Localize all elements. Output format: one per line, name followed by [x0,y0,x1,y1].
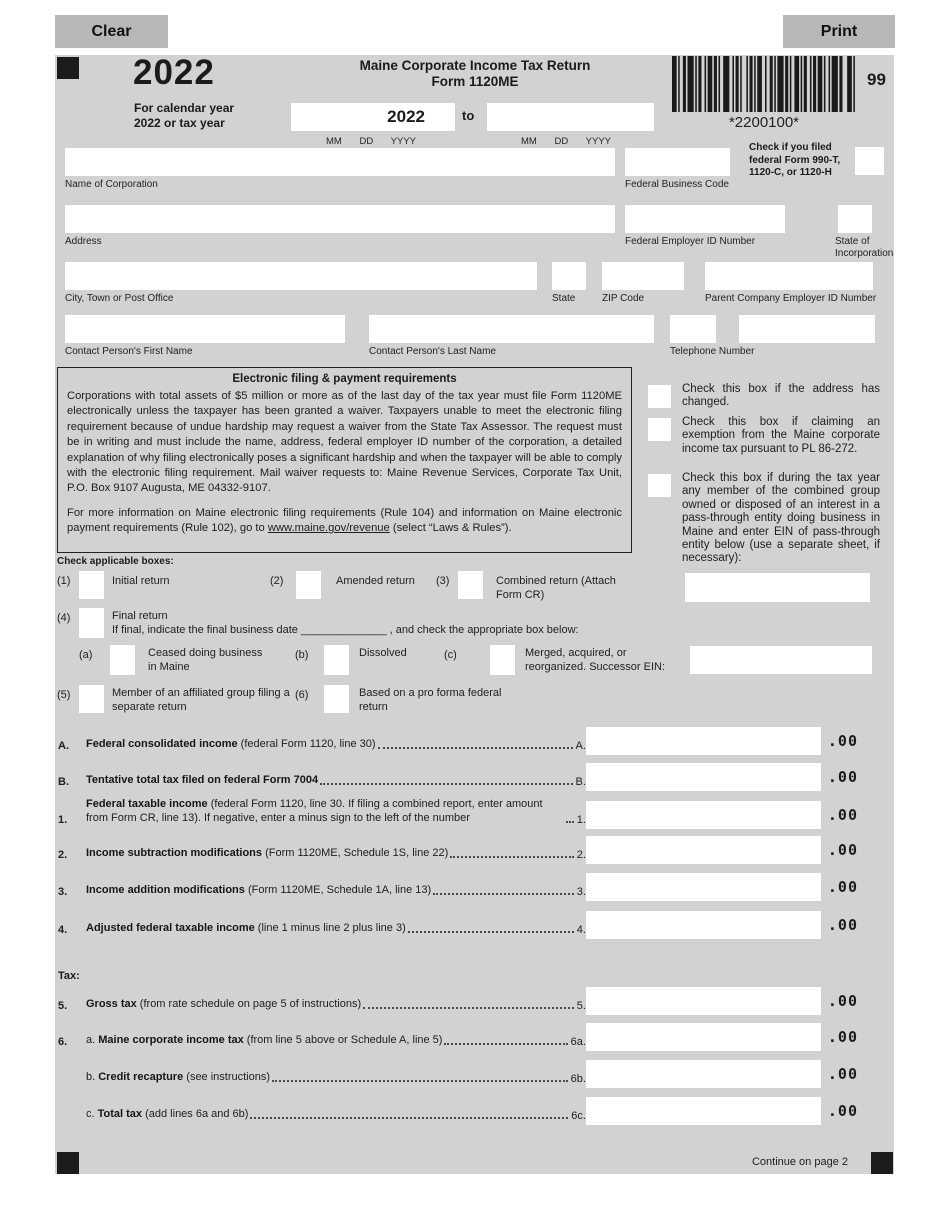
line-number: 5. [58,1000,68,1012]
filed-990t-note: Check if you filed federal Form 990-T, 1120-C, or 1120-H [749,142,841,178]
amount-row-label [58,1023,586,1051]
cents-suffix: .00 [827,732,858,750]
print-button[interactable]: Print [783,15,895,48]
line-number: 2. [58,849,68,861]
line-id: 6c. [571,1110,586,1122]
amount-input[interactable] [586,1060,821,1088]
continue-note: Continue on page 2 [751,1156,848,1168]
combined-return-label: Combined return (Attach Form CR) [496,575,616,601]
fein-label: Federal Employer ID Number [625,236,756,247]
tax-year-end-field[interactable] [487,103,654,131]
item4b-number: (b) [295,649,309,661]
calendar-note-line2: 2022 or tax year [134,116,225,130]
form-year: 2022 [133,53,215,92]
ceased-business-checkbox[interactable] [110,645,135,675]
city-label: City, Town or Post Office [65,293,174,304]
dotted-leader [320,783,572,785]
corporation-name-label: Name of Corporation [65,179,158,190]
pl86-272-exemption-checkbox[interactable] [648,418,671,441]
line-number: 4. [58,924,68,936]
dotted-leader [566,821,574,823]
affiliated-group-checkbox[interactable] [79,685,104,713]
form-page [55,55,894,1174]
line-number: 3. [58,886,68,898]
amount-input[interactable] [586,836,821,864]
federal-business-code-label: Federal Business Code [625,179,729,190]
address-changed-text: Check this box if the address has changed. [682,383,880,409]
item1-number: (1) [57,575,71,587]
applicable-boxes-heading: Check applicable boxes: [57,556,174,567]
initial-return-checkbox[interactable] [79,571,104,599]
line-number: 1. [58,814,68,826]
dissolved-label: Dissolved [359,647,407,659]
amount-row [58,836,858,864]
cents-suffix: .00 [827,878,858,896]
line-id: B. [575,776,586,788]
pro-forma-checkbox[interactable] [324,685,349,713]
line-number: B. [58,776,69,788]
revenue-link[interactable]: www.maine.gov/revenue [267,522,390,535]
calendar-note-line1: For calendar year [134,101,235,115]
parent-ein-label: Parent Company Employer ID Number [705,293,877,304]
cents-suffix: .00 [827,916,858,934]
merged-label: Merged, acquired, or reorganized. Successor EIN: [525,647,666,673]
amount-input[interactable] [586,1023,821,1051]
amount-row [58,1097,858,1125]
pl86-272-exemption-text: Check this box if claiming an exemption from the Maine corporate income tax pursuant to PL 86-272. [682,416,880,455]
zip-label: ZIP Code [602,293,645,304]
phone-area-code-field[interactable] [670,315,716,343]
state-label: State [552,293,576,304]
line-number: 6. [58,1036,68,1048]
line-text: c. Total tax (add lines 6a and 6b) [86,1108,249,1121]
registration-mark-bottom-left [57,1152,79,1174]
amount-row-label [58,836,586,864]
line-text: Federal taxable income (federal Form 1120, line 30. If filing a combined report, enter amount from Form CR, line 13). If negative, enter a minus sign to the left of the number [86,798,543,825]
cents-suffix: .00 [827,806,858,824]
line-number: A. [58,740,69,752]
amount-row-label [58,798,586,829]
state-of-incorporation-field[interactable] [838,205,872,233]
amount-input[interactable] [586,727,821,755]
line-id: 6b. [570,1073,586,1085]
final-return-note: If final, indicate the final business date ______________ , and check the appropriate box below: [112,624,579,636]
item4a-number: (a) [79,649,93,661]
line-text: Income addition modifications (Form 1120ME, Schedule 1A, line 13) [86,884,432,897]
phone-label: Telephone Number [670,346,755,357]
page-code: 99 [867,70,886,89]
tax-section-heading: Tax: [58,970,80,982]
city-field[interactable] [65,262,537,290]
contact-last-name-field[interactable] [369,315,654,343]
corporation-name-field[interactable] [65,148,615,176]
clear-button[interactable]: Clear [55,15,168,48]
amended-return-label: Amended return [336,575,415,587]
contact-first-name-label: Contact Person's First Name [65,346,193,357]
amount-input[interactable] [586,987,821,1015]
cents-suffix: .00 [827,841,858,859]
zip-field[interactable] [602,262,684,290]
state-of-incorporation-label: State of Incorporation [835,236,894,259]
dotted-leader [378,747,573,749]
calendar-year-note [134,101,234,131]
parent-ein-field[interactable] [705,262,873,290]
dotted-leader [444,1043,567,1045]
cents-suffix: .00 [827,1065,858,1083]
line-id: 5. [576,1000,586,1012]
line-id: 4. [576,924,586,936]
cents-suffix: .00 [827,1028,858,1046]
dotted-leader [408,931,574,933]
tax-year-start-value: 2022 [387,107,425,126]
amount-row-label [58,873,586,901]
date-format-end: MM DD YYYY [521,136,612,147]
line-text: Adjusted federal taxable income (line 1 minus line 2 plus line 3) [86,922,406,935]
fein-field[interactable] [625,205,785,233]
efiling-paragraph-2 [67,506,622,537]
form-title-line1: Maine Corporate Income Tax Return [359,58,591,73]
amount-row-label [58,763,586,791]
amended-return-checkbox[interactable] [296,571,321,599]
amount-row-label [58,987,586,1015]
line-text: b. Credit recapture (see instructions) [86,1071,271,1084]
initial-return-label: Initial return [112,575,170,587]
cents-suffix: .00 [827,768,858,786]
line-text: Gross tax (from rate schedule on page 5 of instructions) [86,998,362,1011]
amount-row [58,911,858,939]
address-field[interactable] [65,205,615,233]
successor-ein-field[interactable] [690,646,872,674]
amount-row-label [58,1097,586,1125]
state-field[interactable] [552,262,586,290]
contact-last-name-label: Contact Person's Last Name [369,346,496,357]
cents-suffix: .00 [827,1102,858,1120]
line-id: 3. [576,886,586,898]
amount-input[interactable] [586,873,821,901]
pass-through-ein-field[interactable] [685,573,870,602]
item5-number: (5) [57,689,71,701]
cents-suffix: .00 [827,992,858,1010]
item2-number: (2) [270,575,284,587]
line-text: Income subtraction modifications (Form 1120ME, Schedule 1S, line 22) [86,847,449,860]
item4-number: (4) [57,612,71,624]
amount-row [58,727,858,755]
ceased-business-label: Ceased doing business in Maine [148,647,263,673]
phone-number-field[interactable] [739,315,875,343]
amount-input[interactable] [586,911,821,939]
efiling-title: Electronic filing & payment requirements [232,373,457,385]
pass-through-text: Check this box if during the tax year any member of the combined group owned or disposed of an interest in a pass-through entity doing business in Maine and enter EIN of pass-through entity below (use a separate sheet, if necessary): [682,472,880,565]
amount-input[interactable] [586,763,821,791]
line-id: A. [575,740,586,752]
affiliated-group-label: Member of an affiliated group filing a separate return [112,687,290,713]
dissolved-checkbox[interactable] [324,645,349,675]
date-format-start: MM DD YYYY [326,136,417,147]
to-label: to [462,108,475,123]
line-id: 2. [576,849,586,861]
address-label: Address [65,236,102,247]
efiling-paragraph-2-tail: (select “Laws & Rules”). [389,522,512,535]
contact-first-name-field[interactable] [65,315,345,343]
amount-input[interactable] [586,801,821,829]
barcode [672,56,856,112]
registration-mark-top-left [57,57,79,79]
line-id: 6a. [570,1036,586,1048]
efiling-paragraph-2-text: For more information on Maine electronic filing requirements (Rule 104) and information on Maine electronic payment requirements (Rule 102), go to [67,506,622,535]
line-text: a. Maine corporate income tax (from line 5 above or Schedule A, line 5) [86,1034,443,1047]
dotted-leader [272,1080,568,1082]
item3-number: (3) [436,575,450,587]
filed-990t-checkbox[interactable] [855,147,884,175]
efiling-paragraph-1: Corporations with total assets of $5 million or more as of the last day of the tax year must file Form 1120ME electronically unless the taxpayer has been granted a waiver. Taxpayers unable to meet the electronic filing requirement because of undue hardship may request a waiver from the State Tax Assessor. The request must be in writing and must include the name, address, federal employer ID number of the corporation, a detailed explanation of why filing electronically poses a significant hardship and when the taxpayer will be able to comply with the electronic filing requirement. Mail waiver requests to: Maine Revenue Services, Corporate Tax Unit, P.O. Box 9107 Augusta, ME 04332-9107. [67,390,622,495]
item6-number: (6) [295,689,309,701]
address-changed-checkbox[interactable] [648,385,671,408]
efiling-requirements-box [57,367,632,553]
amount-input[interactable] [586,1097,821,1125]
merged-checkbox[interactable] [490,645,515,675]
registration-mark-bottom-right [871,1152,893,1174]
amount-row [58,1023,858,1051]
combined-return-checkbox[interactable] [458,571,483,599]
pass-through-checkbox[interactable] [648,474,671,497]
amount-row-label [58,1060,586,1088]
amount-row [58,763,858,791]
pro-forma-label: Based on a pro forma federal return [359,687,502,713]
federal-business-code-field[interactable] [625,148,730,176]
form-title [285,58,665,90]
line-id: 1. [576,814,586,826]
tax-year-start-field[interactable] [291,103,455,131]
barcode-text: *2200100* [728,114,800,131]
amount-row-label [58,727,586,755]
item4c-number: (c) [444,649,457,661]
dotted-leader [250,1117,568,1119]
final-return-label: Final return [112,610,168,622]
line-text: Tentative total tax filed on federal Form 7004 [86,774,319,787]
final-return-checkbox[interactable] [79,608,104,638]
line-text: Federal consolidated income (federal Form 1120, line 30) [86,738,376,751]
amount-row [58,987,858,1015]
amount-row-label [58,911,586,939]
dotted-leader [363,1007,574,1009]
amount-row [58,1060,858,1088]
form-title-line2: Form 1120ME [431,74,519,89]
amount-row [58,798,858,829]
dotted-leader [433,893,574,895]
amount-row [58,873,858,901]
dotted-leader [450,856,573,858]
